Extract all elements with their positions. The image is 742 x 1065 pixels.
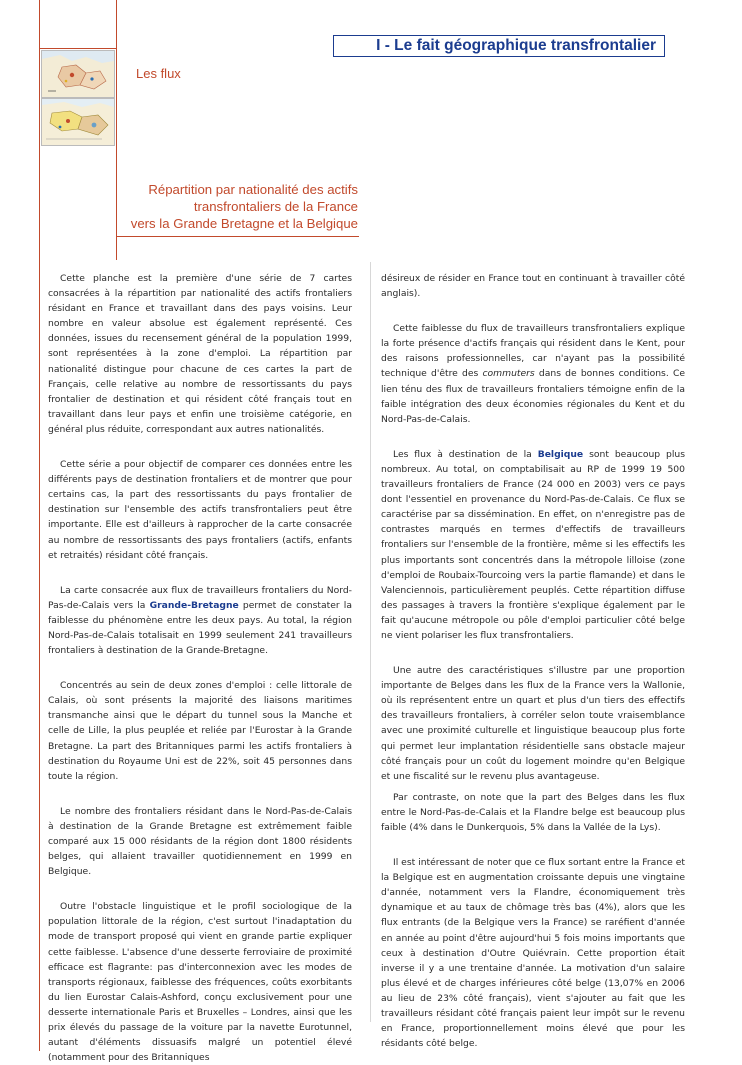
heading-underline (116, 236, 359, 237)
map-thumbnail-icon (42, 99, 114, 145)
section-label: Les flux (136, 66, 181, 81)
left-paragraph-4: Concentrés au sein de deux zones d'emploi : celle littorale de Calais, où sont présents la majorité des liaisons maritimes transmanche ainsi que le départ du tunnel sous la Manche et celle de Lille, la plus peuplée et reliée par l'Eurostar à la Grande Bretagne. La part des Britanniques parmi les actifs frontaliers à destination du Royaume Uni est de 22%, soit 45 personnes dans toute la région. (48, 680, 352, 782)
map-thumbnail-1 (41, 50, 115, 98)
map-thumbnail-icon (42, 51, 114, 97)
left-paragraph-6: Outre l'obstacle linguistique et le profil sociologique de la population littorale de la région, c'est surtout l'inadaptation du mode de transport proposé qui vient en grande partie expliquer cette faiblesse. L'absence d'une desserte ferroviaire de proximité efficace est flagrante: pas d'interconnexion avec les modes de transports régionaux, faiblesse des fréquences, coûts exorbitants du lien Eurostar Calais-Ashford, conçu exclusivement pour une desserte internationale Paris et Bruxelles – Londres, ainsi que les prix élevés du passage de la voiture par la navette Eurotunnel, autant d'éléments dissuasifs malgré un potentiel élevé (notamment pour des Britanniques (48, 901, 352, 1064)
main-heading (98, 181, 358, 232)
top-rule-short (39, 48, 117, 49)
right-paragraph-4: Une autre des caractéristiques s'illustre par une proportion importante de Belges dans les flux de la France vers la Wallonie, où ils représentent entre un quart et plus d'un tiers des effectifs des travailleurs frontaliers, à corréler selon toute vraisemblance avec une proximité culturelle et linguistique beaucoup plus forte qui permet leur implantation résidentielle sans obstacle majeur côté français pour un coût du logement moindre qu'en Belgique et une fiscalité sur le revenu plus avantageuse. (381, 665, 685, 782)
right-column (381, 271, 685, 1051)
right-paragraph-6: Il est intéressant de noter que ce flux sortant entre la France et la Belgique est en augmentation croissante depuis une vingtaine d'année, notamment vers la Flandre, économiquement très dynamique et au taux de chômage très bas (4%), alors que les flux entrants (de la Belgique vers la France) se raréfient d'année en année au point d'être aujourd'hui 5 fois moins importants que ceux à destination d'Outre Quiévrain. Cette proportion était inverse il y a une trentaine d'année. La motivation d'un salaire plus élevé et de charges inférieures côté belge (13,07% en 2006 au lieu de 23% côté français), vient s'ajouter au fait que les travailleurs résidant côté français paient leur impôt sur le revenu en France, proportionnellement moins élevé que pour les résidants côté belge. (381, 857, 685, 1050)
left-paragraph-2: Cette série a pour objectif de comparer ces données entre les différents pays de destination frontaliers et de montrer que pour certains cas, la part des ressortissants du pays frontalier de destination sur l'ensemble des actifs transfrontaliers peut être importante. Elle est d'ailleurs à rapprocher de la carte consacrée au nombre de ressortissants des pays frontaliers (actifs, enfants et retraités) résidant côté français. (48, 459, 352, 561)
right-paragraph-1: désireux de résider en France tout en continuant à travailler côté anglais). (381, 273, 685, 300)
right-paragraph-3-start: Les flux à destination de la (393, 448, 538, 460)
heading-line-1: Répartition par nationalité des actifs (148, 182, 358, 197)
right-paragraph-2 (381, 321, 685, 427)
heading-line-3: vers la Grande Bretagne et la Belgique (130, 216, 358, 231)
column-divider (370, 262, 371, 1022)
right-paragraph-5: Par contraste, on note que la part des Belges dans les flux entre le Nord-Pas-de-Calais et la Flandre belge est beaucoup plus faible (4% dans le Dunkerquois, 5% dans la Vallée de la Lys). (381, 791, 685, 833)
commuters-term: commuters (482, 368, 535, 380)
banner-title: I - Le fait géographique transfrontalier (376, 37, 656, 54)
right-paragraph-2-start: Cette faiblesse du flux de travailleurs transfrontaliers explique la forte présence d'actifs français qui résident dans le Kent, pour des raisons professionnelles, car n'ayant pas la possibilité technique d'être des (381, 323, 685, 380)
left-margin-line (39, 0, 40, 1051)
right-paragraph-3 (381, 447, 685, 643)
right-paragraph-2-end: dans de bonnes conditions. Ce lien ténu des flux de travailleurs frontaliers témoigne enfin de la faible intégration des deux économies régionales du Kent et du Nord-Pas-de-Calais. (381, 368, 686, 425)
right-paragraph-3-end: sont beaucoup plus nombreux. Au total, on comptabilisait au RP de 1999 19 500 travailleurs frontaliers de France (24 000 en 2003) vers ce pays dont l'essentiel en provenance du Nord-Pas-de-Calais. Ce flux se caractérise par sa dissémination. En effet, on n'enregistre pas de contrastes marqués en termes d'effectifs de travailleurs frontaliers sur l'ensemble de la frontière, même si les effectifs les plus importants sont concentrés dans la métropole lilloise (zone d'emploi de Roubaix-Tourcoing vers la partie flamande) et dans le Valenciennois, particulièrement peuplés. Cette répartition diffuse des passages à travers la frontière s'explique également par le fait qu'aucune métropole ou pôle d'emploi particulier côté belge ne vient polariser les flux transfrontaliers. (381, 448, 685, 641)
left-paragraph-3-start: La carte consacrée aux flux de travailleurs frontaliers du Nord-Pas-de-Calais vers la (48, 584, 352, 611)
left-paragraph-3 (48, 583, 352, 658)
left-paragraph-3-end: permet de constater la faiblesse du phénomène entre les deux pays. Au total, la région Nord-Pas-de-Calais totalisait en 1999 seulement 241 travailleurs frontaliers à destination de la Grande-Bretagne. (48, 599, 352, 657)
left-paragraph-5: Le nombre des frontaliers résidant dans le Nord-Pas-de-Calais à destination de la Grande Bretagne est extrêmement faible comparé aux 15 000 résidants de la région dont 1800 résidents belges, qui allaient travailler quotidiennement en 1999 en Belgique. (48, 805, 352, 878)
left-paragraph-1: Cette planche est la première d'une série de 7 cartes consacrées à la répartition par nationalité des actifs frontaliers résidant en France et travaillant dans des pays voisins. Leur nombre en valeur absolue est également représenté. Ces données, issues du recensement général de la population 1999, sont représentées à la zone d'emploi. La répartition par nationalité distingue pour chacune de ces cartes la part de Français, celle relative au nombre de ressortissants du pays frontalier de destination et qui résident côté français tout en travaillant dans leur pays et enfin une troisième catégorie, en général plus réduite, correspondant aux autres nationalités. (48, 273, 352, 435)
keyword-grande-bretagne: Grande-Bretagne (149, 599, 239, 611)
heading-line-2: transfrontaliers de la France (193, 199, 358, 214)
map-thumbnail-2 (41, 98, 115, 146)
banner-title-box (333, 35, 665, 57)
keyword-belgique: Belgique (537, 448, 584, 460)
left-column (48, 271, 352, 1065)
